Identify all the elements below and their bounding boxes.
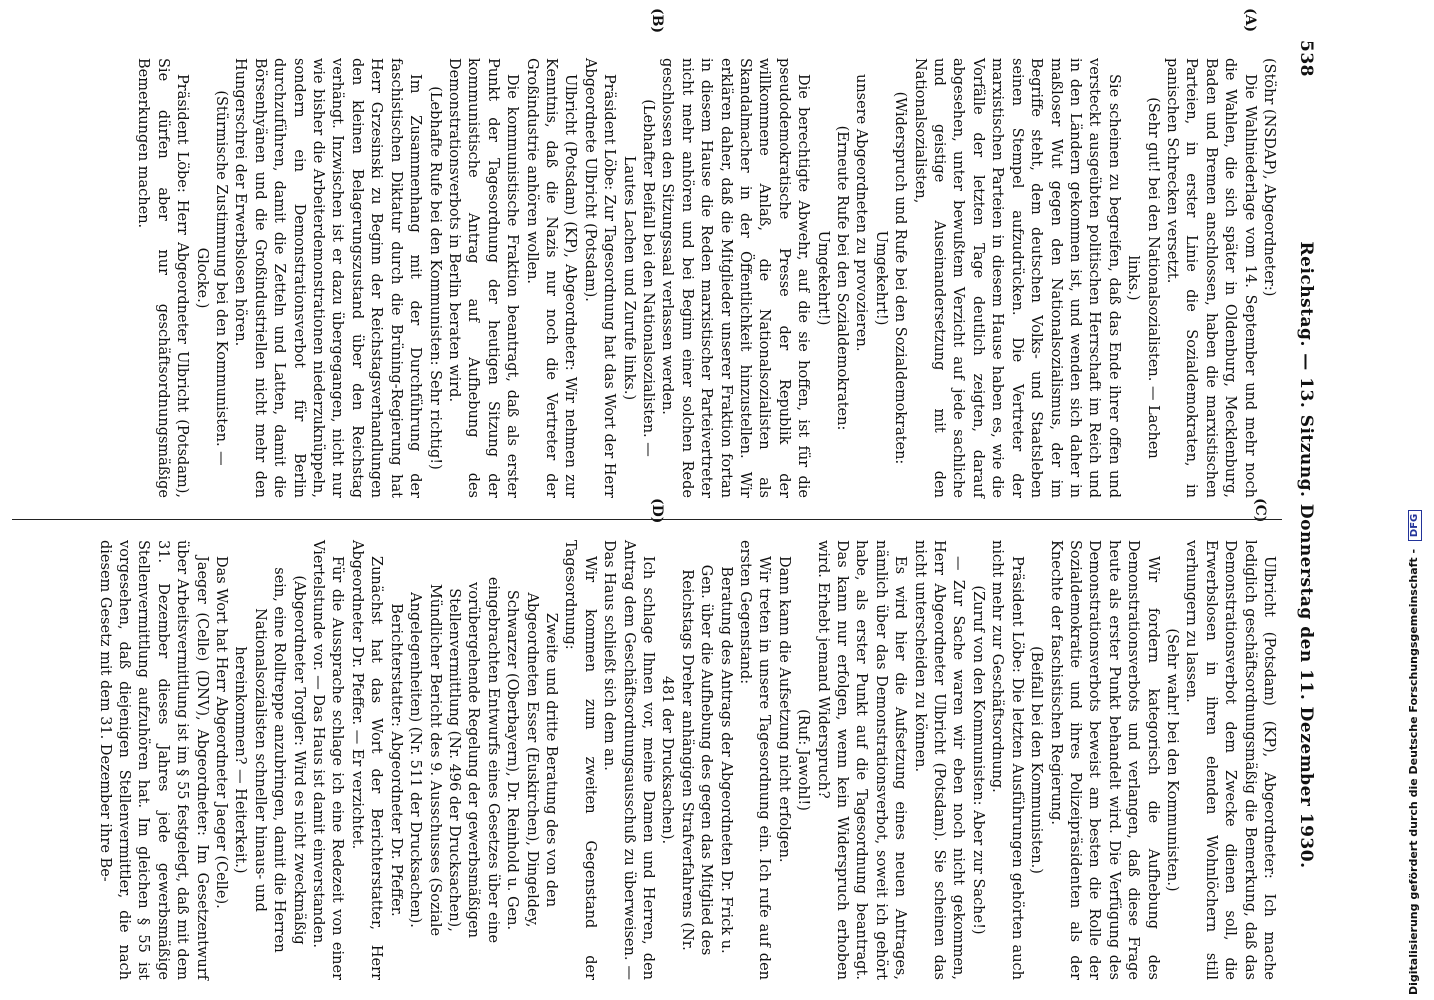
right-column: [10, 540, 1278, 980]
speaker-paragraph: Jaeger (Celle) (DNV), Abgeordneter: Im Gesetzentwurf über Arbeitsvermittlung ist im § 55 festgelegt, daß mit dem 31. Dezember dieses Jahres jede gewerbsmäßige Stellenvermittlung aufzuhören hat. Im gleichen § 55 ist vorgesehen, daß diejenigen Stellenvermittler, die nach diesem Gesetz mit dem 31. Dezember ihre Be-: [96, 540, 210, 980]
speaker-paragraph: Präsident Löbe: Zur Tagesordnung hat das Wort der Herr Abgeordnete Ulbricht (Potsdam).: [581, 58, 618, 498]
left-column: [10, 58, 1278, 498]
paragraph: Die Wahlniederlage vom 14. September und mehr noch die Wahlen, die sich später in Oldenburg, Mecklenburg, Baden und Bremen anschlossen, haben die marxistischen Parteien, in erster Linie die Sozialdemokraten, in panischen Schrecken versetzt.: [1163, 58, 1258, 498]
paragraph: Das Wort hat Herr Abgeordneter Jaeger (Celle).: [213, 556, 230, 909]
interjection: (Lebhafter Beifall bei den Nationalsozialisten. — Lautes Lachen und Zurufe links.): [620, 99, 656, 457]
paragraph: unsere Abgeordneten zu provozieren.: [853, 74, 870, 352]
interjection: (Ruf: Jawohl!): [795, 709, 812, 811]
interjection: (Sehr gut! bei den Nationalsozialisten. — Lachen links.): [1125, 97, 1161, 459]
paragraph: (Stöhr (NSDAP), Abgeordneter:): [1261, 58, 1277, 297]
page-number: 538: [1296, 40, 1316, 77]
paragraph: Wir treten in unsere Tagesordnung ein. Ich rufe auf den ersten Gegenstand:: [737, 540, 773, 980]
interjection: (Zuruf von den Kommunisten: Aber zur Sache!): [969, 585, 986, 935]
interjection: (Widerspruch und Rufe bei den Sozialdemokraten: Umgekehrt!): [872, 91, 909, 465]
column-divider: [12, 519, 1282, 520]
margin-mark-c: (C): [1252, 498, 1268, 523]
running-title: Reichstag. — 13. Sitzung. Donnerstag den 11. Dezember 1930.: [1296, 241, 1316, 869]
paragraph: Ich schlage Ihnen vor, meine Damen und Herren, den Antrag dem Geschäftsordnungsausschuß zu überweisen. — Das Haus schließt sich dem an.: [601, 540, 656, 980]
paragraph: Sie scheinen zu begreifen, daß das Ende ihrer offen und versteckt ausgeübten politischen Herrschaft im Reich und in den Ländern gekommen ist, und wenden sich daher in maßloser Wut gegen den Nationalsozialismus, der im Begriffe steht, dem deutschen Volks- und Staatsleben seinen Stempel aufzudrücken. Die Vertreter der marxistischen Parteien in diesem Hause haben es, wie die Vorfälle der letzten Tage deutlich zeigten, darauf abgesehen, unter bewußtem Verzicht auf jede sachliche und geistige Auseinandersetzung mit den Nationalsozialisten,: [911, 58, 1122, 498]
paragraph: Es wird hier die Aufsetzung eines neuen Antrages, nämlich über das Demonstrationsverbot, soweit ich gehört habe, als erster Punkt auf die Tagesordnung beantragt. Das kann nur erfolgen, wenn kein Widerspruch erhoben wird. Erhebt jemand Widerspruch?: [814, 540, 909, 980]
interjection: (Lebhafte Rufe bei den Kommunisten: Sehr richtig!): [426, 86, 443, 470]
interjection: (Erneute Rufe bei den Sozialdemokraten: Umgekehrt!): [814, 125, 851, 431]
speaker-paragraph: Präsident Löbe: Die letzten Ausführungen gehörten auch nicht mehr zur Geschäftsordnung.: [989, 540, 1025, 980]
agenda-item: Beratung des Antrags der Abgeordneten Dr. Frick u. Gen. über die Aufhebung des gegen das Mitglied des Reichstags Dreher anhängigen Strafverfahrens (Nr. 481 der Drucksachen).: [659, 564, 734, 956]
margin-mark-a: (A): [1242, 8, 1258, 33]
speaker-paragraph: Präsident Löbe: Herr Abgeordneter Ulbricht (Potsdam), Sie dürfen aber nur geschäftsordnungsmäßige Bemerkungen machen.: [135, 58, 191, 498]
paragraph: Dann kann die Aufsetzung nicht erfolgen.: [775, 556, 792, 863]
paragraph: Wir fordern kategorisch die Aufhebung des Demonstrationsverbots und verlangen, daß diese Frage heute als erster Punkt behandelt wird. Die Verfügung des Demonstrationsverbots beweist am besten die Rolle der Sozialdemokratie und ihres Polizeipräsidenten als der Knechte der faschistischen Regierung.: [1047, 540, 1161, 980]
dfg-logo: DFG: [1408, 510, 1422, 541]
paragraph: Zunächst hat das Wort der Berichterstatter, Herr Abgeordneter Dr. Pfeffer. — Er verzichtet.: [348, 540, 385, 980]
paragraph: Die kommunistische Fraktion beantragt, daß als erster Punkt der Tagesordnung der heutigen Sitzung der kommunistische Antrag auf Aufhebung des Demonstrationsverbots in Berlin beraten wird.: [445, 58, 521, 498]
interjection: (Beifall bei den Kommunisten.): [1028, 646, 1045, 874]
rapporteur: Berichterstatter: Abgeordneter Dr. Pfeffer.: [387, 603, 404, 917]
paragraph: — Zur Sache waren wir eben noch nicht gekommen, Herr Abgeordneter Ulbricht (Potsdam). Sie scheinen das nicht unterscheiden zu können.: [911, 540, 967, 980]
margin-mark-b: (B): [649, 8, 665, 34]
agenda-item: Zweite und dritte Beratung des von den Abgeordneten Esser (Euskirchen), Dingeldey, Schwarzer (Oberbayern), Dr. Reinhold u. Gen. eingebrachten Entwurfs eines Gesetzes über eine vorübergehende Regelung der gewerbsmäßigen Stellenvermittlung (Nr. 496 der Drucksachen), Mündlicher Bericht des 9. Ausschusses (Soziale Angelegenheiten) (Nr. 511 der Drucksachen).: [407, 576, 559, 944]
speaker-paragraph: Ulbricht (Potsdam) (KP), Abgeordneter: Ich mache lediglich geschäftsordnungsmäßig die Bemerkung, daß das Demonstrationsverbot dem Zwecke dienen soll, die Erwerbslosen in ihren elenden Wohnlöchern still verhungern zu lassen.: [1183, 540, 1277, 980]
credit-text: Digitalisierung gefördert durch die Deutsche Forschungsgemeinschaft -: [1407, 548, 1420, 995]
paragraph: Wir kommen zum zweiten Gegenstand der Tagesordnung:: [562, 540, 598, 980]
paragraph: Für die Aussprache schlage ich eine Redezeit von einer Viertelstunde vor. — Das Haus ist damit einverstanden.: [310, 540, 346, 980]
digitization-credit: [1407, 0, 1423, 995]
interjection: (Sehr wahr! bei den Kommunisten.): [1163, 628, 1180, 892]
page-header: [1286, 40, 1316, 960]
interjection: (Abgeordneter Torgler: Wird es nicht zweckmäßig sein, eine Rolltreppe anzubringen, damit die Herren Nationalsozialisten schneller hinaus- und hereinkommen? — Heiterkeit.): [232, 567, 307, 953]
margin-mark-d: (D): [649, 498, 665, 524]
paragraph: Im Zusammenhang mit der Durchführung der faschistischen Diktatur durch die Brüning-Regierung hat Herr Grzesinski zu Beginn der Reichstagsverhandlungen den kleinen Belagerungszustand über den Reichstag verhängt. Inzwischen ist er dazu übergegangen, nicht nur wie bisher die Arbeiterdemonstrationen niederzuknüppeln, sondern ein Demonstrationsverbot für Berlin durchzuführen, damit die Zetteln und Latten, damit die Börsenhyänen und die Großindustriellen nicht mehr den Hungerschrei der Erwerbslosen hören.: [232, 58, 424, 498]
paragraph: Die berechtigte Abwehr, auf die sie hoffen, ist für die pseudodemokratische Presse der Republik der willkommene Anlaß, die Nationalsozialisten als Skandalmacher in der Öffentlichkeit hinzustellen. Wir erklären daher, daß die Mitglieder unserer Fraktion fortan in diesem Hause die Reden marxistischer Parteivertreter nicht mehr anhören und bei Beginn einer solchen Rede geschlossen den Sitzungssaal verlassen werden.: [659, 58, 812, 498]
speaker-paragraph: Ulbricht (Potsdam) (KP), Abgeordneter: Wir nehmen zur Kenntnis, daß die Nazis nur noch die Vertreter der Großindustrie anhören wollen.: [523, 58, 579, 498]
interjection: (Stürmische Zustimmung bei den Kommunisten. — Glocke.): [193, 90, 230, 466]
